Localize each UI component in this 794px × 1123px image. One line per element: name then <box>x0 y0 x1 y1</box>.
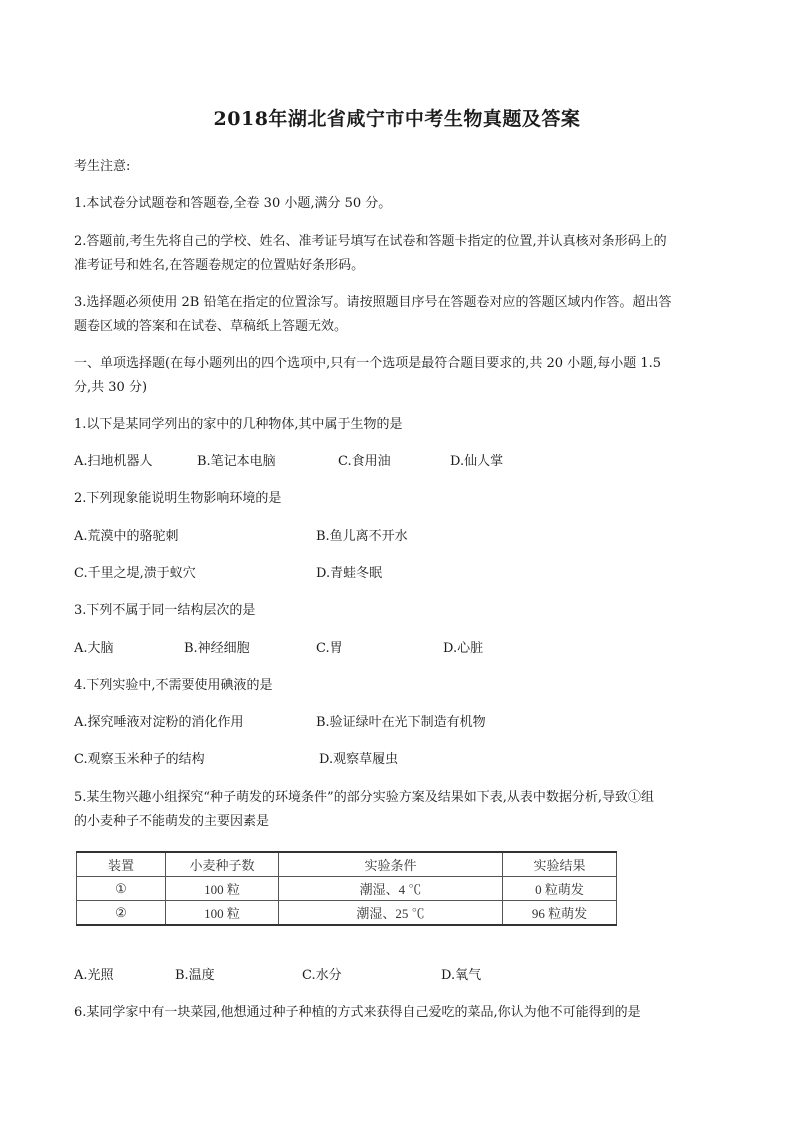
table-cell: ① <box>77 877 166 901</box>
notice-item-1: 1.本试卷分试题卷和答题卷,全卷 30 小题,满分 50 分。 <box>74 196 392 211</box>
table-cell: 100 粒 <box>166 901 279 926</box>
question-1-option-a: A.扫地机器人 <box>74 454 153 469</box>
table-row <box>77 901 617 926</box>
notice-item-3-line-1: 3.选择题必须使用 2B 铅笔在指定的位置涂写。请按照题目序号在答题卷对应的答题区域内作答。超出答 <box>74 295 672 310</box>
question-2-option-c: C.千里之堤,溃于蚁穴 <box>74 566 196 581</box>
question-1-option-b: B.笔记本电脑 <box>197 454 276 469</box>
table-cell: 100 粒 <box>166 877 279 901</box>
question-6-stem: 6.某同学家中有一块菜园,他想通过种子种植的方式来获得自己爱吃的菜品,你认为他不可能得到的是 <box>74 1005 641 1020</box>
table-row <box>77 877 617 901</box>
section-heading-line-1: 一、单项选择题(在每小题列出的四个选项中,只有一个选项是最符合题目要求的,共 20 小题,每小题 1.5 <box>74 356 662 371</box>
question-5-option-b: B.温度 <box>175 968 215 983</box>
notice-item-2-line-2: 准考证号和姓名,在答题卷规定的位置贴好条形码。 <box>74 258 365 273</box>
table-cell: ② <box>77 901 166 926</box>
table-header-cell: 实验条件 <box>279 852 503 877</box>
notice-item-2-line-1: 2.答题前,考生先将自己的学校、姓名、准考证号填写在试卷和答题卡指定的位置,并认真核对条形码上的 <box>74 234 667 249</box>
question-4-option-b: B.验证绿叶在光下制造有机物 <box>316 715 486 730</box>
page-title: 2018年湖北省咸宁市中考生物真题及答案 <box>213 108 581 130</box>
table-header-cell: 实验结果 <box>503 852 617 877</box>
question-4-option-d: D.观察草履虫 <box>319 752 399 767</box>
table-cell: 潮湿、25 ℃ <box>279 901 503 926</box>
experiment-table <box>76 851 617 926</box>
question-5-option-a: A.光照 <box>74 968 114 983</box>
question-3-option-a: A.大脑 <box>74 641 114 656</box>
notice-item-3-line-2: 题卷区域的答案和在试卷、草稿纸上答题无效。 <box>74 319 348 334</box>
question-3-option-c: C.胃 <box>316 641 343 656</box>
question-4-option-c: C.观察玉米种子的结构 <box>74 752 205 767</box>
table-cell: 0 粒萌发 <box>503 877 617 901</box>
question-1-option-d: D.仙人掌 <box>450 454 504 469</box>
question-2-stem: 2.下列现象能说明生物影响环境的是 <box>74 491 282 506</box>
table-cell: 96 粒萌发 <box>503 901 617 926</box>
question-1-stem: 1.以下是某同学列出的家中的几种物体,其中属于生物的是 <box>74 417 403 432</box>
question-5-option-c: C.水分 <box>302 968 342 983</box>
question-4-stem: 4.下列实验中,不需要使用碘液的是 <box>74 678 273 693</box>
table-header-cell: 装置 <box>77 852 166 877</box>
question-2-option-d: D.青蛙冬眠 <box>316 566 383 581</box>
question-1-option-c: C.食用油 <box>338 454 391 469</box>
question-5-stem-line-2: 的小麦种子不能萌发的主要因素是 <box>74 814 270 829</box>
section-heading-line-2: 分,共 30 分) <box>74 380 148 395</box>
question-4-option-a: A.探究唾液对淀粉的消化作用 <box>74 715 244 730</box>
question-5-option-d: D.氧气 <box>441 968 482 983</box>
table-cell: 潮湿、4 ℃ <box>279 877 503 901</box>
table-header-row <box>77 852 617 877</box>
notice-heading: 考生注意: <box>74 159 131 174</box>
question-2-option-b: B.鱼儿离不开水 <box>316 529 408 544</box>
question-5-stem-line-1: 5.某生物兴趣小组探究“种子萌发的环境条件”的部分实验方案及结果如下表,从表中数据分析,导致①组 <box>74 790 654 805</box>
question-2-option-a: A.荒漠中的骆驼刺 <box>74 529 179 544</box>
question-3-stem: 3.下列不属于同一结构层次的是 <box>74 603 256 618</box>
question-3-option-b: B.神经细胞 <box>184 641 250 656</box>
question-3-option-d: D.心脏 <box>443 641 484 656</box>
table-header-cell: 小麦种子数 <box>166 852 279 877</box>
